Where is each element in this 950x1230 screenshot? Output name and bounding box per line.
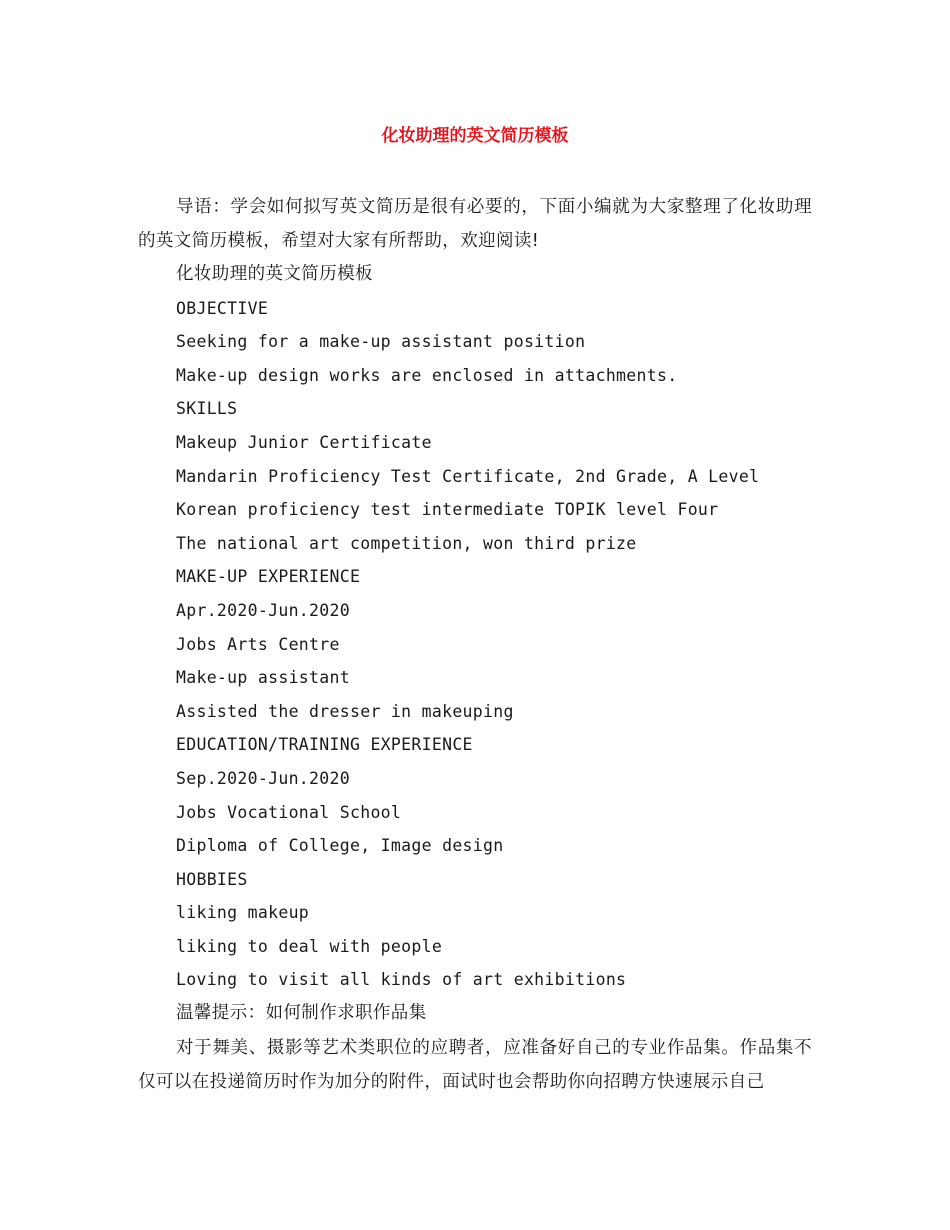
resume-line: Mandarin Proficiency Test Certificate, 2nd Grade, A Level — [176, 466, 760, 486]
resume-line: Seeking for a make-up assistant position — [176, 332, 586, 352]
document-title: 化妆助理的英文简历模板 — [381, 126, 569, 146]
resume-line: SKILLS — [176, 399, 238, 419]
resume-line: Make-up design works are enclosed in attachments. — [176, 365, 678, 385]
resume-line: liking to deal with people — [176, 936, 443, 956]
resume-line: OBJECTIVE — [176, 298, 269, 318]
resume-line: Sep.2020-Jun.2020 — [176, 768, 350, 788]
resume-lines — [138, 258, 812, 1031]
document-body — [138, 190, 812, 1099]
resume-line: Apr.2020-Jun.2020 — [176, 600, 350, 620]
resume-line: Jobs Vocational School — [176, 802, 402, 822]
resume-line: Makeup Junior Certificate — [176, 432, 432, 452]
closing-paragraph: 对于舞美、摄影等艺术类职位的应聘者，应准备好自己的专业作品集。作品集不仅可以在投递简历时作为加分的附件，面试时也会帮助你向招聘方快速展示自己 — [138, 1037, 812, 1092]
resume-line: Loving to visit all kinds of art exhibitions — [176, 970, 627, 990]
intro-paragraph: 导语：学会如何拟写英文简历是很有必要的，下面小编就为大家整理了化妆助理的英文简历模板，希望对大家有所帮助，欢迎阅读! — [138, 197, 812, 251]
resume-line: The national art competition, won third prize — [176, 533, 637, 553]
resume-line: HOBBIES — [176, 869, 248, 889]
resume-line: EDUCATION/TRAINING EXPERIENCE — [176, 735, 473, 755]
resume-line: Make-up assistant — [176, 668, 350, 688]
resume-line: Korean proficiency test intermediate TOPIK level Four — [176, 500, 719, 520]
resume-line: Diploma of College, Image design — [176, 836, 504, 856]
resume-line: 温馨提示：如何制作求职作品集 — [176, 1003, 427, 1024]
resume-line: Assisted the dresser in makeuping — [176, 701, 514, 721]
resume-line: Jobs Arts Centre — [176, 634, 340, 654]
resume-line: 化妆助理的英文简历模板 — [176, 264, 373, 284]
resume-line: MAKE-UP EXPERIENCE — [176, 567, 361, 587]
resume-line: liking makeup — [176, 903, 310, 923]
